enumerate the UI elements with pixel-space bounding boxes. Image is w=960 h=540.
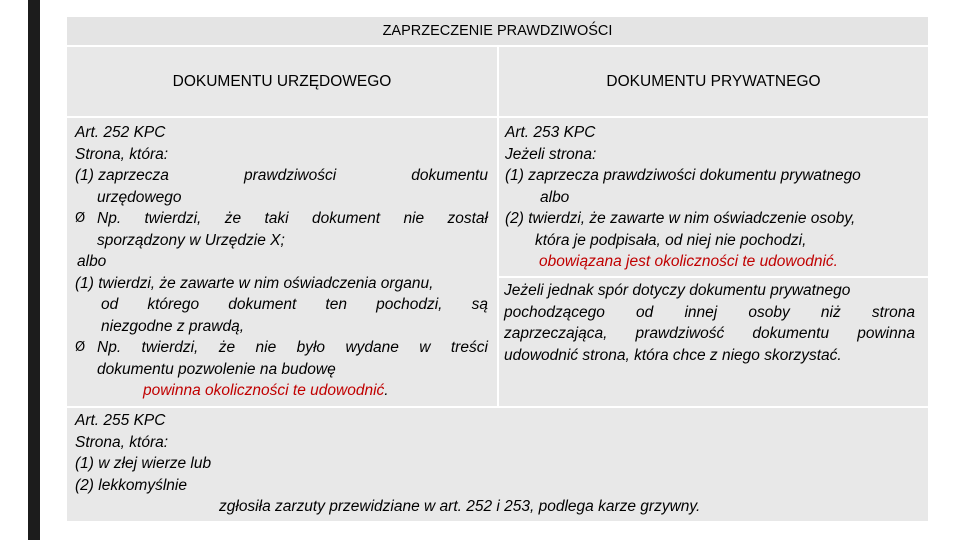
note-line-2 bbox=[504, 302, 915, 324]
text-segment: dokumentu bbox=[411, 167, 488, 184]
private-document-cell bbox=[499, 118, 928, 276]
decorative-sidebar-stripe bbox=[28, 0, 40, 540]
art-252-intro: Strona, która: bbox=[75, 145, 169, 163]
text-segment: było bbox=[296, 339, 326, 356]
text-segment: treści bbox=[450, 339, 488, 356]
text-segment: dokument bbox=[311, 210, 381, 227]
header-title: ZAPRZECZENIE PRAWDZIWOŚCI bbox=[382, 23, 613, 39]
art-252-point-2-end: niezgodne z prawdą, bbox=[101, 317, 245, 335]
text-segment: ten bbox=[325, 296, 347, 313]
art-255-intro: Strona, która: bbox=[75, 433, 169, 451]
text-segment: są bbox=[471, 296, 488, 313]
albo-text: albo bbox=[77, 253, 107, 270]
art-253-intro: Jeżeli strona: bbox=[505, 145, 597, 163]
text-segment: Np. bbox=[97, 339, 122, 356]
text-segment: dokumentu bbox=[752, 325, 830, 342]
column-label-left: DOKUMENTU URZĘDOWEGO bbox=[172, 72, 392, 90]
art-253-point-2: (2) twierdzi, że zawarte w nim oświadczenie osoby, bbox=[505, 210, 856, 227]
art-252-point-1-cont: urzędowego bbox=[97, 188, 182, 206]
art-252-example-1-cont: sporządzony w Urzędzie X; bbox=[97, 231, 285, 249]
text-segment: zaprzeczająca, bbox=[504, 325, 608, 342]
text-segment: którego bbox=[147, 296, 200, 313]
text-segment: od bbox=[636, 303, 654, 321]
text-segment: wydane bbox=[345, 339, 399, 356]
text-segment: od bbox=[101, 296, 119, 313]
period: . bbox=[384, 382, 389, 399]
art-255-title: Art. 255 KPC bbox=[75, 412, 166, 429]
burden-of-proof-text: obowiązana jest okoliczności te udowodnić. bbox=[539, 253, 838, 270]
note-line-4: udowodnić strona, która chce z niego skorzystać. bbox=[504, 346, 842, 364]
arrow-bullet-icon: Ø bbox=[75, 340, 86, 355]
text-segment: (1) zaprzecza bbox=[75, 167, 169, 184]
art-252-point-1 bbox=[75, 165, 488, 187]
albo-text: albo bbox=[540, 188, 570, 206]
art-253-point-2-cont: która je podpisała, od niej nie pochodzi, bbox=[535, 231, 807, 249]
art-255-conclusion: zgłosiła zarzuty przewidziane w art. 252 i 253, podlega karze grzywny. bbox=[219, 498, 701, 515]
column-header-left bbox=[67, 47, 497, 116]
text-segment: twierdzi, bbox=[144, 210, 202, 227]
art-252-example-2 bbox=[97, 337, 488, 359]
text-segment: został bbox=[447, 210, 488, 227]
text-segment: taki bbox=[264, 210, 289, 227]
art-255-point-2: (2) lekkomyślnie bbox=[75, 476, 187, 494]
left-margin bbox=[0, 0, 14, 540]
text-segment: niż bbox=[820, 303, 841, 321]
text-segment: w bbox=[419, 339, 431, 356]
art-255-cell bbox=[67, 408, 928, 521]
art-252-example-2-cont: dokumentu pozwolenie na budowę bbox=[97, 360, 336, 378]
text-segment: powinna bbox=[857, 325, 915, 342]
art-253-title: Art. 253 KPC bbox=[505, 124, 596, 141]
arrow-bullet-icon: Ø bbox=[75, 211, 86, 226]
art-252-title: Art. 252 KPC bbox=[75, 124, 166, 141]
burden-of-proof-text: powinna okoliczności te udowodnić bbox=[143, 382, 385, 399]
text-segment: twierdzi, bbox=[141, 339, 199, 356]
column-label-right: DOKUMENTU PRYWATNEGO bbox=[606, 72, 821, 90]
column-header-right bbox=[499, 47, 928, 116]
art-252-conclusion bbox=[143, 380, 389, 402]
art-255-point-1: (1) w złej wierze lub bbox=[75, 455, 212, 472]
text-segment: pochodzącego bbox=[504, 303, 605, 321]
text-segment: że bbox=[224, 210, 242, 227]
text-segment: innej bbox=[684, 303, 718, 321]
official-document-cell bbox=[67, 118, 497, 406]
note-line-1: Jeżeli jednak spór dotyczy dokumentu prywatnego bbox=[504, 282, 851, 299]
text-segment: dokument bbox=[228, 296, 297, 313]
art-252-point-2: (1) twierdzi, że zawarte w nim oświadczenia organu, bbox=[75, 274, 434, 292]
text-segment: nie bbox=[403, 210, 425, 227]
art-253-point-1: (1) zaprzecza prawdziwości dokumentu prywatnego bbox=[505, 167, 861, 184]
table-header bbox=[67, 17, 928, 45]
art-252-example-1 bbox=[97, 208, 488, 230]
text-segment: nie bbox=[255, 339, 277, 356]
text-segment: prawdziwość bbox=[635, 325, 725, 342]
text-segment: że bbox=[218, 339, 236, 356]
text-segment: Np. bbox=[97, 210, 122, 227]
private-document-note-cell bbox=[499, 278, 928, 406]
text-segment: strona bbox=[871, 303, 915, 321]
text-segment: pochodzi, bbox=[376, 296, 443, 313]
text-segment: prawdziwości bbox=[244, 167, 337, 184]
art-252-point-2-cont bbox=[101, 294, 488, 316]
note-line-3 bbox=[504, 323, 915, 345]
text-segment: osoby bbox=[748, 303, 790, 321]
